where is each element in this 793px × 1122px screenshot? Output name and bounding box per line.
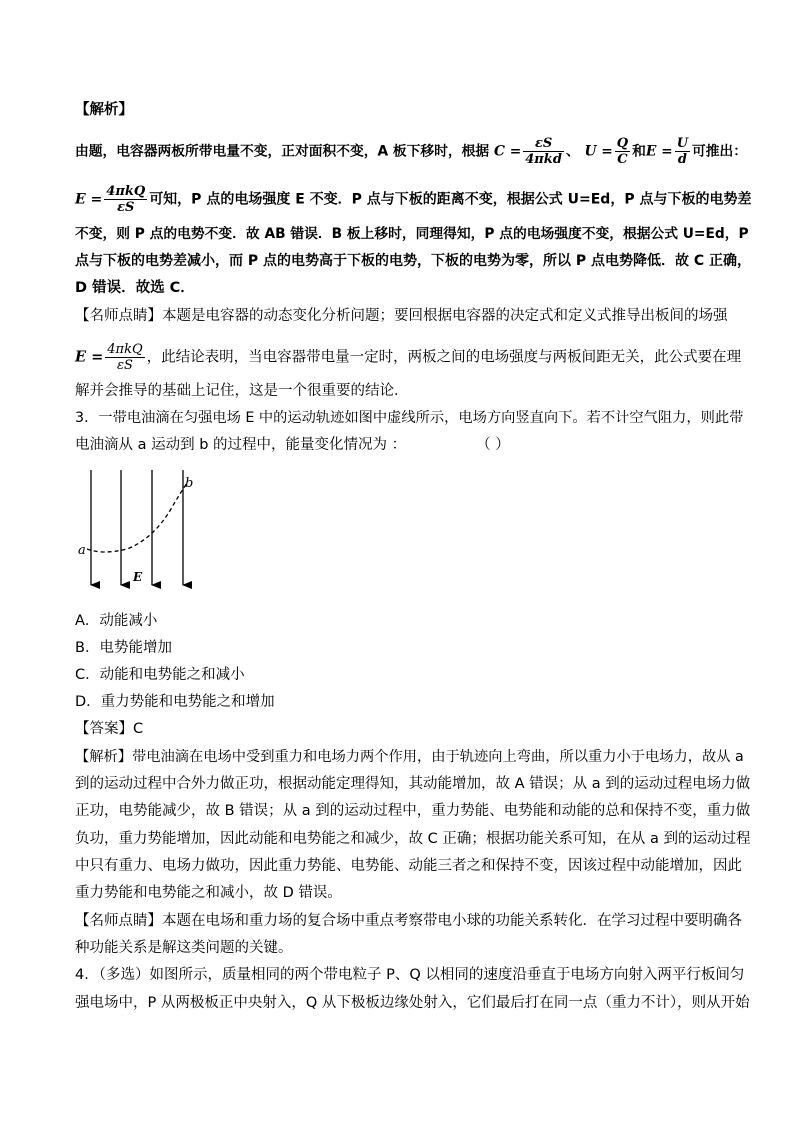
label-b: b bbox=[185, 476, 194, 491]
q3-analysis-line-5: 中只有重力、电场力做功，因此重力势能、电势能、动能三者之和保持不变，因该过程中动能增加，因此 bbox=[75, 858, 742, 874]
analysis-line-5: D 错误．故选 C． bbox=[75, 280, 195, 296]
option-a: A．动能减小 bbox=[75, 613, 158, 629]
q3-analysis-line-3: 正功，电势能减少，故 B 错误；从 a 到的运动过程中，重力势能、电势能和动能的总和保持不变，重力做 bbox=[75, 803, 751, 819]
fraction-c: $\frac{\varepsilon S}{\text{4πkd}}$ bbox=[525, 136, 562, 167]
analysis-line-3: 不变，则 P 点的电势不变．故 AB 错误．B 板上移时，同理得知，P 点的电场强度不变，根据公式 U=Ed，P bbox=[75, 226, 749, 242]
question-3-line-1: 3．一带电油滴在匀强电场 E 中的运动轨迹如图中虚线所示，电场方向竖直向下。若不计空气阻力，则此带 bbox=[75, 410, 744, 426]
electric-field-figure bbox=[75, 465, 215, 590]
fraction-u: $\frac{Q}{C}$ bbox=[616, 136, 629, 167]
q3-tip-line-1: 【名师点睛】本题在电场和重力场的复合场中重点考察带电小球的功能关系转化．在学习过程中要明确各 bbox=[75, 913, 742, 929]
q3-analysis-line-6: 重力势能和电势能之和减小，故 D 错误。 bbox=[75, 885, 342, 901]
fraction-e-field: $\frac{\text{4πkQ}}{\varepsilon S}$ bbox=[106, 184, 146, 215]
option-b: B．电势能增加 bbox=[75, 640, 172, 656]
analysis-header: 【解析】 bbox=[75, 102, 133, 118]
fraction-e: $\frac{U}{d}$ bbox=[676, 136, 689, 167]
label-a: a bbox=[78, 543, 86, 558]
analysis-text: 由题，电容器两板所带电量不变，正对面积不变，A 板下移时，根据 bbox=[75, 143, 490, 160]
question-3-line-2: 电油滴从 a 运动到 b 的过程中，能量变化情况为 ： （ ） bbox=[75, 437, 510, 453]
q3-analysis-line-4: 负功，重力势能增加，因此动能和电势能之和减少，故 C 正确；根据功能关系可知，在从 a 到的运动过程 bbox=[75, 831, 751, 847]
tip-line-3: 解并会推导的基础上记住，这是一个很重要的结论． bbox=[75, 383, 409, 399]
option-c: C．动能和电势能之和减小 bbox=[75, 667, 245, 683]
q3-analysis-line-1: 【解析】带电油滴在电场中受到重力和电场力两个作用，由于轨迹向上弯曲，所以重力小于电场力，故从 a bbox=[75, 749, 744, 765]
label-e: E bbox=[133, 570, 143, 584]
tip-line-2: E = $\frac{\text{4πkQ}}{\varepsilon S}$ ，此结论表明，当电容器带电量一定时，两板之间的电场强度与两板间距无关，此公式要在理 bbox=[75, 342, 742, 373]
tip-line-1: 【名师点睛】本题是电容器的动态变化分析问题；要回根据电容器的决定式和定义式推导出板间的场强 bbox=[75, 308, 728, 324]
question-4-line-1: 4．（多选）如图所示，质量相同的两个带电粒子 P、Q 以相同的速度沿垂直于电场方向射入两平行板间匀 bbox=[75, 967, 745, 983]
answer-line: 【答案】C bbox=[75, 721, 144, 737]
answer-blank: （ ） bbox=[476, 437, 510, 453]
question-4-line-2: 强电场中，P 从两极板正中央射入，Q 从下极板边缘处射入，它们最后打在同一点（重力不计），则从开始 bbox=[75, 995, 750, 1011]
formula-u: U = bbox=[584, 143, 613, 160]
trajectory-path bbox=[87, 483, 187, 552]
formula-e: E = bbox=[645, 143, 673, 160]
fraction-e-tip: $\frac{\text{4πkQ}}{\varepsilon S}$ bbox=[107, 342, 143, 373]
formula-c: C = bbox=[493, 143, 522, 160]
analysis-line-4: 点与下板的电势差减小，而 P 点的电势高于下板的电势，下板的电势为零，所以 P 点电势降低．故 C 正确， bbox=[75, 253, 752, 269]
q3-analysis-line-2: 到的运动过程中合外力做正功，根据动能定理得知，其动能增加，故 A 错误；从 a 到的运动过程电场力做 bbox=[75, 776, 751, 792]
analysis-line-2: E = $\frac{\text{4πkQ}}{\varepsilon S}$ 可知，P 点的电场强度 E 不变．P 点与下板的距离不变，根据公式 U=Ed，P 点与下板的电势差 bbox=[75, 184, 752, 215]
q3-tip-line-2: 种功能关系是解这类问题的关键。 bbox=[75, 940, 293, 956]
analysis-line-1: 由题，电容器两板所带电量不变，正对面积不变，A 板下移时，根据 C = $\frac{\varepsilon S}{\text{4πkd}}$ 、 U = $\frac{Q}{C}$ 和E = $\frac{U}{d}$ 可推出： bbox=[75, 136, 748, 167]
option-d: D．重力势能和电势能之和增加 bbox=[75, 694, 275, 710]
